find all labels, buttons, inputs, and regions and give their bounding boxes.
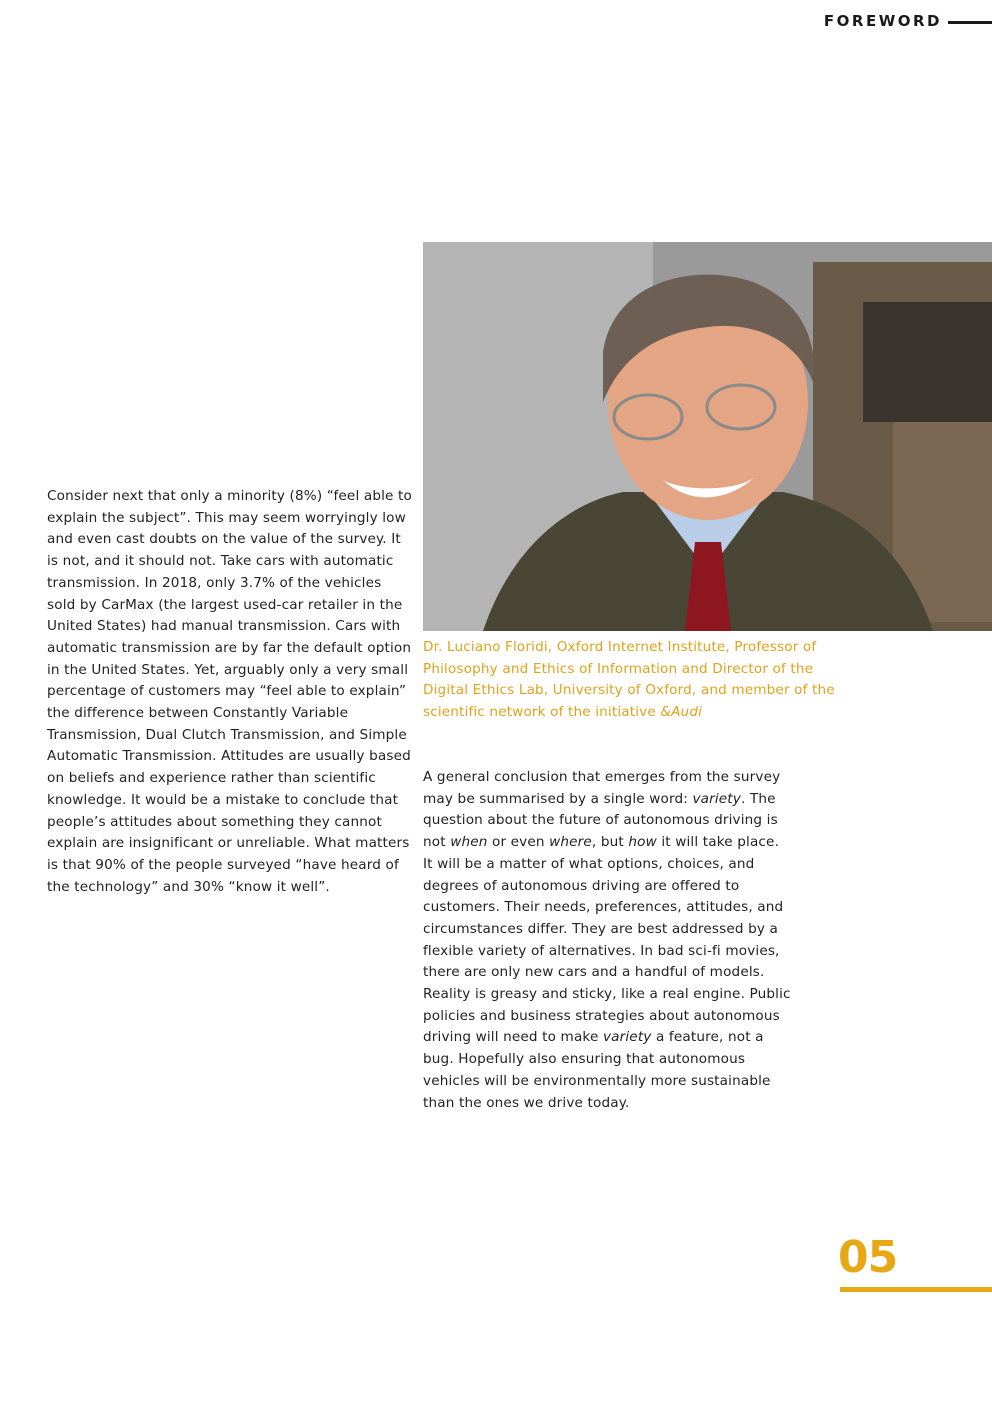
emphasis-variety: variety (602, 1029, 652, 1046)
section-title: FOREWORD (823, 12, 942, 30)
right-paragraph (423, 767, 793, 1114)
text-run: . The question about the future of autonomous driving is not (423, 790, 778, 851)
text-run: , but (591, 834, 629, 851)
right-column (423, 767, 793, 1114)
portrait-illustration (423, 242, 992, 631)
photo-caption (423, 637, 853, 724)
left-paragraph: Consider next that only a minority (8%) “feel able to explain the subject”. This may seem worryingly low and even cast doubts on the value of the survey. It is not, and it should not. Take cars with automatic transmission. In 2018, only 3.7% of the vehicles sold by CarMax (the largest used-car retailer in the United States) had manual transmission. Cars with automatic transmission are by far the default option in the United States. Yet, arguably only a very small percentage of customers may “feel able to explain” the difference between Constantly Variable Transmission, Dual Clutch Transmission, and Simple Automatic Transmission. Attitudes are usually based on beliefs and experience rather than scientific knowledge. It would be a mistake to conclude that people’s attitudes about something they cannot explain are insignificant or unreliable. What matters is that 90% of the people surveyed “have heard of the technology” and 30% “know it well”. (47, 488, 412, 895)
emphasis-when: when (450, 834, 488, 851)
caption-initiative: &Audi (660, 704, 703, 721)
caption-text: Dr. Luciano Floridi, Oxford Internet Institute, Professor of Philosophy and Ethics of Information and Director of the Digital Ethics Lab, University of Oxford, and member of the scientific network of the initiative (423, 639, 835, 721)
text-run: or even (487, 834, 550, 851)
portrait-photo (423, 242, 992, 631)
page-number: 05 (838, 1232, 898, 1283)
emphasis-variety: variety (692, 790, 741, 807)
text-run: it will take place. It will be a matter of what options, choices, and degrees of autonomous driving are offered to customers. Their needs, preferences, attitudes, and circumstances differ. They are best addressed by a flexible variety of alternatives. In bad sci-fi movies, there are only new cars and a handful of models. Reality is greasy and sticky, like a real engine. Public policies and business strategies about autonomous driving will need to make (423, 834, 791, 1046)
emphasis-where: where (549, 834, 592, 851)
text-run: A general conclusion that emerges from the survey may be summarised by a single word: (423, 769, 781, 807)
header-rule (948, 21, 992, 24)
page-number-rule (840, 1287, 992, 1292)
emphasis-how: how (628, 834, 657, 851)
text-run: a feature, not a bug. Hopefully also ensuring that autonomous vehicles will be environmentally more sustainable than the ones we drive today. (423, 1029, 771, 1111)
left-column (47, 486, 412, 898)
